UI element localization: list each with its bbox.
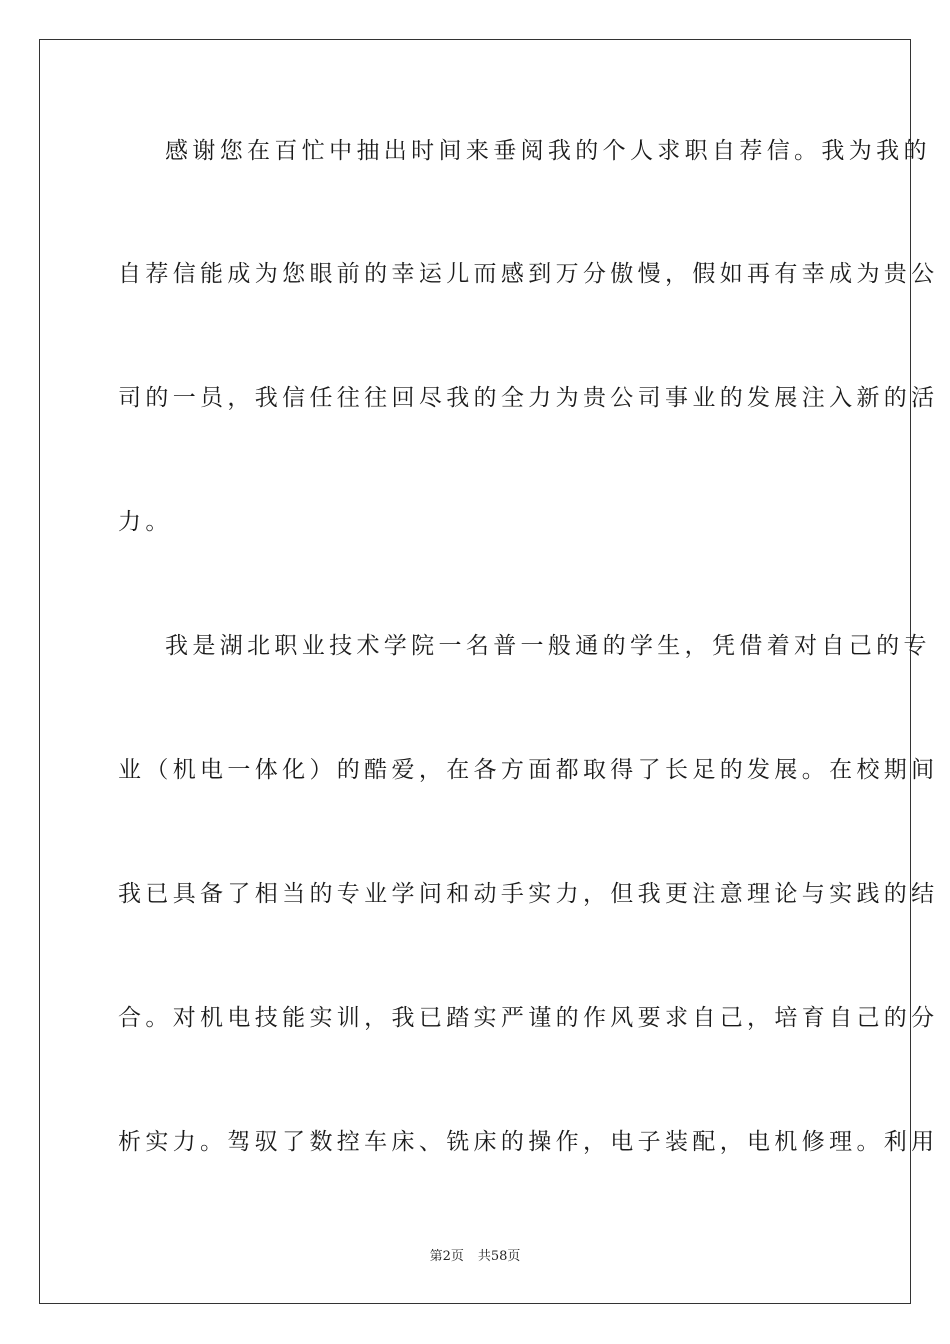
paragraph-1-line-2: 自荐信能成为您眼前的幸运儿而感到万分傲慢，假如再有幸成为贵公 (118, 261, 939, 287)
paragraph-1-line-3: 司的一员，我信任往往回尽我的全力为贵公司事业的发展注入新的活 (118, 385, 939, 411)
paragraph-1-line-1: 感谢您在百忙中抽出时间来垂阅我的个人求职自荐信。我为我的 (165, 138, 931, 164)
paragraph-2-line-5: 析实力。驾驭了数控车床、铣床的操作，电子装配，电机修理。利用 (118, 1129, 939, 1155)
paragraph-1-line-4: 力。 (118, 509, 173, 535)
page-total: 共58页 (477, 1249, 521, 1264)
paragraph-2-line-1: 我是湖北职业技术学院一名普一般通的学生，凭借着对自己的专 (165, 633, 931, 659)
page-footer (0, 1248, 950, 1266)
page-number: 第2页 (429, 1249, 464, 1264)
paragraph-2-line-4: 合。对机电技能实训，我已踏实严谨的作风要求自己，培育自己的分 (118, 1005, 939, 1031)
paragraph-2-line-2: 业（机电一体化）的酷爱，在各方面都取得了长足的发展。在校期间 (118, 757, 939, 783)
letter-body (118, 0, 939, 1344)
paragraph-2-line-3: 我已具备了相当的专业学问和动手实力，但我更注意理论与实践的结 (118, 881, 939, 907)
